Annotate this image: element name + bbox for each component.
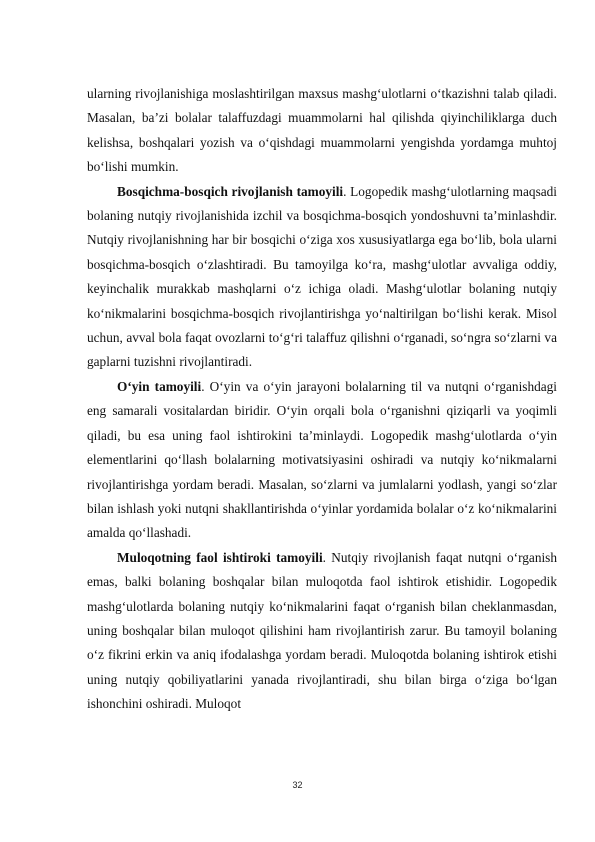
paragraph-game-principle <box>87 375 557 546</box>
page-number: 32 <box>292 780 303 790</box>
paragraph-term: Muloqotning faol ishtiroki tamoyili <box>117 549 323 565</box>
paragraph-gradual-development <box>87 180 557 375</box>
paragraph-communication-principle <box>87 546 557 717</box>
paragraph-term: O‘yin tamoyili <box>117 378 202 394</box>
paragraph-text: ularning rivojlanishiga moslashtirilgan maxsus mashg‘ulotlarni o‘tkazishni talab qiladi. Masalan, ba’zi bolalar talaffuzdagi muammolarni hal qilishda qiyinchiliklarga duch kelishsa, boshqalari yozish va o‘qishdagi muammolarni yengishda yordamga muhtoj bo‘lishi mumkin. <box>87 86 557 175</box>
paragraph-continuation <box>87 82 557 180</box>
page-body <box>87 82 557 717</box>
paragraph-text: . Logopedik mashg‘ulotlarning maqsadi bolaning nutqiy rivojlanishida izchil va bosqichma-bosqich yondoshuvni ta’minlashdir. Nutqiy rivojlanishning har bir bosqichi o‘ziga xos xususiyatlarga ega bo‘lib, bola ularni bosqichma-bosqich o‘zlashtiradi. Bu tamoyilga ko‘ra, mashg‘ulotlar avvaliga oddiy, keyinchalik murakkab mashqlarni o‘z ichiga oladi. Mashg‘ulotlar bolaning nutqiy ko‘nikmalarini bosqichma-bosqich rivojlantirishga yo‘naltirilgan bo‘lishi kerak. Misol uchun, avval bola faqat ovozlarni to‘g‘ri talaffuz qilishni o‘rganadi, so‘ngra so‘zlarni va gaplarni tuzishni rivojlantiradi. <box>87 183 557 370</box>
paragraph-text: . O‘yin va o‘yin jarayoni bolalarning til va nutqni o‘rganishdagi eng samarali vositalardan biridir. O‘yin orqali bola o‘rganishni qiziqarli va yoqimli qiladi, bu esa uning faol ishtirokini ta’minlaydi. Logopedik mashg‘ulotlarda o‘yin elementlarini qo‘llash bolalarning motivatsiyasini oshiradi va nutqiy ko‘nikmalarni rivojlantirishga yordam beradi. Masalan, so‘zlarni va jumlalarni yodlash, yangi so‘zlar bilan ishlash yoki nutqni shakllantirishda o‘yinlar yordamida bolalar o‘z ko‘nikmalarini amalda qo‘llashadi. <box>87 378 557 541</box>
paragraph-text: . Nutqiy rivojlanish faqat nutqni o‘rganish emas, balki bolaning boshqalar bilan muloqotda faol ishtirok etishidir. Logopedik mashg‘ulotlarda bolaning nutqiy ko‘nikmalarini faqat o‘rganish bilan cheklanmasdan, uning boshqalar bilan muloqot qilishini ham rivojlantirish zarur. Bu tamoyil bolaning o‘z fikrini erkin va aniq ifodalashga yordam beradi. Muloqotda bolaning ishtirok etishi uning nutqiy qobiliyatlarini yanada rivojlantiradi, shu bilan birga o‘ziga bo‘lgan ishonchini oshiradi. Muloqot <box>87 549 557 712</box>
paragraph-term: Bosqichma-bosqich rivojlanish tamoyili <box>117 183 344 199</box>
